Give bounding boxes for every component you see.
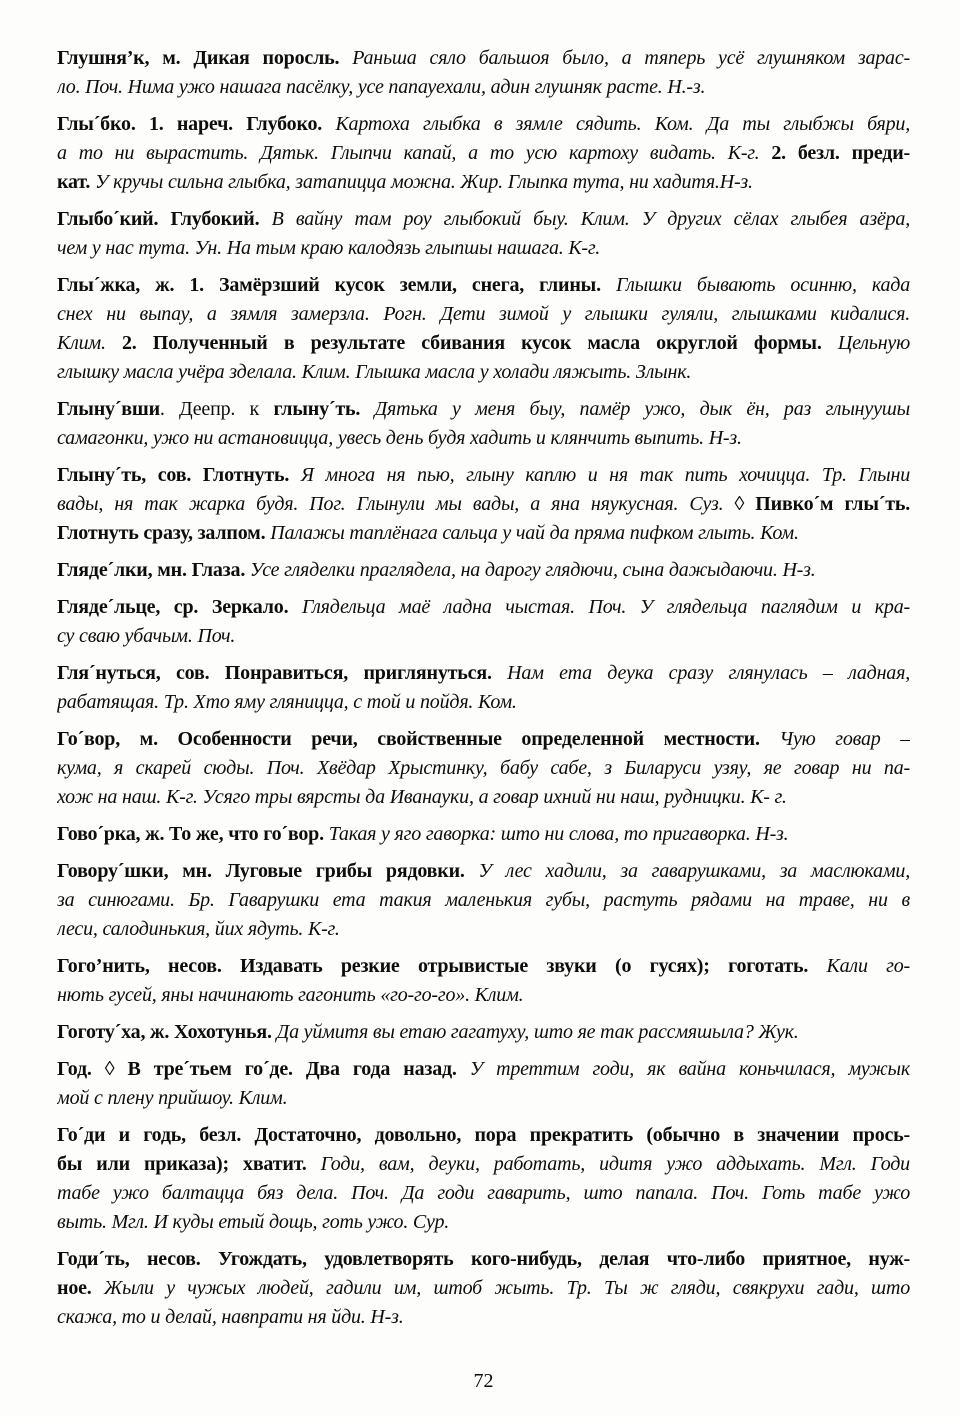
text-run: Годи, вам, деуки, работать, идитя ужо аддыхать. Мгл. Годи: [320, 1153, 910, 1175]
dictionary-entry: [57, 556, 910, 585]
text-run: , сов. Глотнуть.: [141, 464, 301, 486]
headword: Гляде´лки: [57, 559, 148, 581]
text-run: Да уймитя вы етаю гагатуху, што яе так рассмяшыла? Жук.: [276, 1021, 799, 1043]
dictionary-entry: [57, 952, 910, 1010]
headword: Глы´бко: [57, 113, 131, 135]
entry-line: [57, 1245, 910, 1274]
headword: Го´ди и годь: [57, 1124, 182, 1146]
text-run: табе ужо балтацца бяз дела. Поч. Да годи гаварить, што папала. Поч. Готь табе ужо: [57, 1182, 910, 1204]
text-run: , несов. Издавать резкие отрывистые звуки (о гусях); гоготать.: [144, 955, 827, 977]
entry-line: [57, 271, 910, 300]
text-run: В тре´тьем го´де. Два года назад.: [127, 1058, 470, 1080]
text-run: Чую говар –: [779, 728, 910, 750]
text-run: , безл. Достаточно, довольно, пора прекратить (обычно в значении прось-: [181, 1124, 910, 1146]
text-run: кат.: [57, 171, 96, 193]
text-run: Цельную: [837, 332, 910, 354]
text-run: , ж. То же, что го´вор.: [135, 823, 329, 845]
headword: Глыну´ть: [57, 464, 142, 486]
headword: Го´вор: [57, 728, 116, 750]
headword: Гово´рка: [57, 823, 136, 845]
text-run: , несов. Угождать, удовлетворять кого-нибудь, делая что-либо приятное, нуж-: [124, 1248, 910, 1270]
entry-line: [57, 519, 910, 548]
headword: Глыну´вши: [57, 398, 160, 420]
dictionary-entry: [57, 110, 910, 197]
entry-line: [57, 1303, 910, 1332]
text-run: Глышки бывають осинню, када: [615, 274, 910, 296]
dictionary-entry: [57, 1121, 910, 1237]
text-run: Картоха глыбка в зямле сядить. Ком. Да ты глыбжы бяри,: [335, 113, 910, 135]
entry-line: [57, 168, 910, 197]
text-run: Кали го-: [826, 955, 910, 977]
text-run: , ж. Хохотунья.: [140, 1021, 277, 1043]
headword: Годи´ть: [57, 1248, 125, 1270]
entry-line: [57, 110, 910, 139]
headword: Год: [57, 1058, 87, 1080]
text-run: снех ни выпау, а зямля замерзла. Рогн. Дети зимой у глышки гуляли, глышками кидалися.: [57, 303, 910, 325]
headword: Гляде´льце: [57, 596, 156, 618]
entry-line: [57, 44, 910, 73]
entry-line: [57, 857, 910, 886]
dictionary-entry: [57, 44, 910, 102]
entry-line: [57, 490, 910, 519]
entry-line: [57, 1179, 910, 1208]
text-run: У треттим годи, як вайна коньчилася, мужык: [469, 1058, 910, 1080]
text-run: Усе гляделки праглядела, на дарогу глядючи, сына дажыдаючи. Н-з.: [249, 559, 816, 581]
entry-line: [57, 73, 910, 102]
text-run: нють гусей, яны начинають гагонить «го-го-го». Клим.: [57, 984, 524, 1006]
entry-line: [57, 952, 910, 981]
text-run: чем у нас тута. Ун. На тым краю калодязь глыпшы нашага. К-г.: [57, 237, 601, 259]
text-run: Нам ета деука сразу глянулась – ладная,: [507, 662, 910, 684]
text-run: Жыли у чужых людей, гадили им, штоб жыть. Тр. Ты ж гляди, свякрухи гади, што: [104, 1277, 910, 1299]
headword: Говору´шки: [57, 860, 164, 882]
entry-line: [57, 424, 910, 453]
text-run: У кручы сильна глыбка, затапицца можна. Жир. Глыпка тута, ни хадитя.Н-з.: [95, 171, 753, 193]
text-run: , ж. 1. Замёрзший кусок земли, снега, глины.: [135, 274, 616, 296]
text-run: ное.: [57, 1277, 105, 1299]
entry-line: [57, 329, 910, 358]
text-run: а то ни вырастить. Дятьк. Глыпчи капай, а то усю картоху видать. К-г.: [57, 142, 772, 164]
headword: Глыбо´кий: [57, 208, 154, 230]
dictionary-entry: [57, 725, 910, 812]
dictionary-entry: [57, 857, 910, 944]
text-run: самагонки, ужо ни астановицца, увесь день будя хадить и клянчить выпить. Н-з.: [57, 427, 742, 449]
dictionary-entry: [57, 593, 910, 651]
headword: Гоготу´ха: [57, 1021, 141, 1043]
entry-line: [57, 981, 910, 1010]
text-run: , м. Дикая поросль.: [144, 47, 353, 69]
entry-line: [57, 461, 910, 490]
text-run: рабатящая. Тр. Хто яму гляницца, с той и пойдя. Ком.: [57, 691, 517, 713]
dictionary-entry: [57, 1055, 910, 1113]
headword: Глы´жка: [57, 274, 136, 296]
entry-line: [57, 205, 910, 234]
text-run: 2. Полученный в результате сбивания кусок масла округлой формы.: [121, 332, 838, 354]
entry-line: [57, 622, 910, 651]
text-run: . Глубокий.: [153, 208, 272, 230]
dictionary-entry: [57, 205, 910, 263]
text-run: глыну´ть.: [273, 398, 375, 420]
text-run: Пивко´м глы´ть.: [755, 493, 910, 515]
text-run: вады, ня так жарка будя. Пог. Глынули мы вады, а яна няукусная. Суз.: [57, 493, 735, 515]
entry-line: [57, 358, 910, 387]
text-run: выть. Мгл. И куды етый дощь, готь ужо. Сур.: [57, 1211, 450, 1233]
entry-line: [57, 915, 910, 944]
text-run: Я многа ня пью, глыну каплю и ня так пить хочицца. Тр. Глыни: [300, 464, 910, 486]
text-run: су сваю убачым. Поч.: [57, 625, 236, 647]
text-run: , мн. Луговые грибы рядовки.: [163, 860, 479, 882]
text-run: , сов. Понравиться, приглянуться.: [155, 662, 508, 684]
dictionary-entry: [57, 1245, 910, 1332]
entry-line: [57, 1208, 910, 1237]
text-run: , м. Особенности речи, свойственные определенной местности.: [115, 728, 780, 750]
entry-line: [57, 234, 910, 263]
entry-line: [57, 1018, 910, 1047]
dictionary-entry: [57, 461, 910, 548]
dictionary-entry: [57, 271, 910, 387]
diamond-marker: ◊: [734, 493, 756, 515]
dictionary-entry: [57, 395, 910, 453]
text-run: , ср. Зеркало.: [155, 596, 303, 618]
dictionary-entry: [57, 1018, 910, 1047]
diamond-marker: ◊: [104, 1058, 128, 1080]
entry-line: [57, 1121, 910, 1150]
entry-line: [57, 783, 910, 812]
text-run: Палажы таплёнага сальца у чай да пряма пифком глыть. Ком.: [270, 522, 799, 544]
dictionary-entry: [57, 820, 910, 849]
text-run: за синюгами. Бр. Гаварушки ета такия маленькия губы, растуть рядами на траве, ни в: [57, 889, 910, 911]
dictionary-entry: [57, 659, 910, 717]
entry-line: [57, 300, 910, 329]
text-run: Клим.: [57, 332, 122, 354]
page-number: 72: [473, 1370, 494, 1392]
text-run: мой с плену прийшоу. Клим.: [57, 1087, 288, 1109]
text-run: глышку масла учёра зделала. Клим. Глышка масла у холади ляжыть. Злынк.: [57, 361, 692, 383]
text-run: В вайну там роу глыбокий быу. Клим. У других сёлах глыбея азёра,: [271, 208, 910, 230]
text-run: . Деепр. к: [159, 398, 274, 420]
entry-line: [57, 1150, 910, 1179]
text-run: У лес хадили, за гаварушками, за маслюками,: [478, 860, 910, 882]
entries-container: [57, 44, 910, 1332]
text-run: скажа, то и делай, навпрати ня йди. Н-з.: [57, 1306, 404, 1328]
headword: Глушня’к: [57, 47, 145, 69]
entry-line: [57, 1055, 910, 1084]
text-run: Глотнуть сразу, залпом.: [57, 522, 271, 544]
text-run: бы или приказа); хватит.: [57, 1153, 321, 1175]
text-run: Раньша сяло бальшоя было, а тяперь усё глушняком зарас-: [352, 47, 910, 69]
text-run: Глядельца маё ладна чыстая. Поч. У глядельца паглядим и кра-: [302, 596, 910, 618]
headword: Гого’нить: [57, 955, 145, 977]
text-run: Такая у яго гаворка: што ни слова, то пригаворка. Н-з.: [328, 823, 789, 845]
entry-line: [57, 725, 910, 754]
text-run: 2. безл. преди-: [771, 142, 910, 164]
headword: Гля´нуться: [57, 662, 156, 684]
text-run: Дятька у меня быу, памёр ужо, дык ён, раз глынуушы: [374, 398, 910, 420]
entry-line: [57, 1274, 910, 1303]
entry-line: [57, 395, 910, 424]
entry-line: [57, 556, 910, 585]
entry-line: [57, 593, 910, 622]
text-run: , мн. Глаза.: [147, 559, 250, 581]
entry-line: [57, 659, 910, 688]
entry-line: [57, 1084, 910, 1113]
entry-line: [57, 688, 910, 717]
text-run: .: [86, 1058, 105, 1080]
entry-line: [57, 820, 910, 849]
text-run: хож на наш. К-г. Усяго тры вярсты да Иванауки, а говар ихний ни наш, рудницки. К- г.: [57, 786, 787, 808]
text-run: . 1. нареч. Глубоко.: [130, 113, 336, 135]
text-run: леси, салодинькия, йих ядуть. К-г.: [57, 918, 340, 940]
text-run: ло. Поч. Нима ужо нашага пасёлку, усе папауехали, адин глушняк расте. Н.-з.: [57, 76, 706, 98]
entry-line: [57, 886, 910, 915]
entry-line: [57, 139, 910, 168]
text-run: кума, я скарей сюды. Поч. Хвёдар Хрыстинку, бабу сабе, з Биларуси узяу, яе говар ни па-: [57, 757, 910, 779]
entry-line: [57, 754, 910, 783]
